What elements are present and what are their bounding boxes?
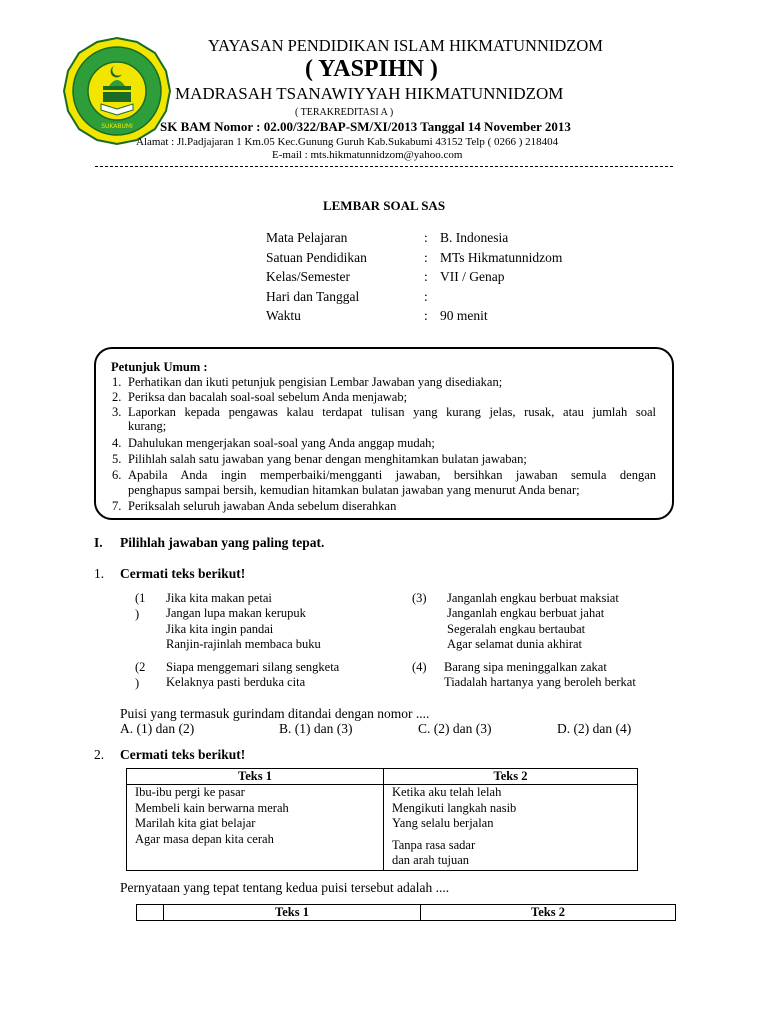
instruction-number: 3. [112, 405, 122, 419]
instructions-title: Petunjuk Umum : [111, 360, 208, 374]
sk-number: SK BAM Nomor : 02.00/322/BAP-SM/XI/2013 Tanggal 14 November 2013 [160, 119, 571, 134]
school-address: Alamat : Jl.Padjajaran 1 Km.05 Kec.Gunung Guruh Kab.Sukabumi 43152 Telp ( 0266 ) 218404 [136, 136, 559, 148]
option-c[interactable]: C. (2) dan (3) [418, 721, 492, 736]
instruction-number: 5. [112, 452, 122, 466]
poem-line: Siapa menggemari silang sengketa [166, 660, 340, 674]
instruction-number: 2. [112, 390, 122, 404]
question-number: 1. [94, 566, 105, 581]
table-header [137, 905, 164, 921]
instruction-text: Dahulukan mengerjakan soal-soal yang Anda anggap mudah; [128, 436, 435, 450]
poem-line: Jika kita makan petai [166, 591, 272, 605]
page-title: LEMBAR SOAL SAS [322, 198, 446, 213]
logo-city-text: SUKABUMI [101, 123, 133, 130]
poem-line: Ranjin-rajinlah membaca buku [166, 637, 321, 651]
poem-line: Barang sipa meninggalkan zakat [444, 660, 607, 674]
instruction-number: 6. [112, 468, 122, 482]
info-value: MTs Hikmatunnidzom [440, 250, 563, 265]
info-label: Kelas/Semester [266, 269, 350, 284]
poem-line: Jangan lupa makan kerupuk [166, 606, 306, 620]
question-instruction: Cermati teks berikut! [120, 566, 246, 581]
poem-label-paren: ) [135, 676, 140, 690]
question-text: Puisi yang termasuk gurindam ditandai dengan nomor .... [120, 706, 430, 721]
info-value: VII / Genap [440, 269, 505, 284]
section-number: I. [94, 535, 103, 550]
poem-line: Tiadalah hartanya yang beroleh berkat [444, 675, 636, 689]
poem-line: Marilah kita giat belajar [135, 816, 256, 830]
info-colon: : [424, 289, 428, 304]
table-header: Teks 2 [421, 905, 676, 921]
poem-line: dan arah tujuan [392, 853, 470, 867]
header-divider [95, 166, 673, 167]
poem-label: (1 [135, 591, 146, 605]
instruction-text: Periksalah seluruh jawaban Anda sebelum diserahkan [128, 499, 397, 513]
poem-line: Mengikuti langkah nasib [392, 800, 517, 815]
poem-line: Agar selamat dunia akhirat [447, 637, 583, 651]
question-instruction: Cermati teks berikut! [120, 747, 246, 762]
foundation-acronym: ( YASPIHN ) [305, 56, 438, 82]
question-text: Pernyataan yang tepat tentang kedua puisi tersebut adalah .... [120, 880, 450, 895]
info-label: Hari dan Tanggal [266, 289, 360, 304]
instruction-text: Periksa dan bacalah soal-soal sebelum Anda menjawab; [128, 390, 408, 404]
poem-label-paren: ) [135, 607, 140, 621]
poem-label: (2 [135, 660, 146, 674]
instruction-text: Pilihlah salah satu jawaban yang benar dengan menghitamkan bulatan jawaban; [128, 452, 527, 466]
instruction-text: Laporkan kepada pengawas kalau terdapat tulisan yang kurang jelas, rusak, atau jumlah soal [128, 405, 656, 419]
poem-line: Segeralah engkau bertaubat [447, 622, 586, 636]
poem-line: Kelaknya pasti berduka cita [166, 675, 306, 689]
info-label: Mata Pelajaran [266, 230, 348, 245]
info-label: Waktu [266, 308, 301, 323]
option-a[interactable]: A. (1) dan (2) [120, 721, 195, 736]
instruction-text: Apabila Anda ingin memperbaiki/mengganti jawaban, bersihkan jawaban semula dengan [128, 468, 656, 482]
poem-line: Ibu-ibu pergi ke pasar [135, 785, 245, 799]
question-number: 2. [94, 747, 105, 762]
option-d[interactable]: D. (2) dan (4) [557, 721, 632, 736]
teks2-cell [384, 785, 638, 871]
section-title: Pilihlah jawaban yang paling tepat. [120, 535, 325, 550]
poem-line: Agar masa depan kita cerah [135, 831, 274, 846]
school-name: MADRASAH TSANAWIYYAH HIKMATUNNIDZOM [175, 84, 564, 103]
accreditation: ( TERAKREDITASI A ) [295, 107, 394, 118]
poem-line: Jika kita ingin pandai [166, 622, 274, 636]
info-value: 90 menit [440, 308, 488, 323]
logo-kaaba [103, 86, 131, 102]
instruction-text-continued: penghapus sampai bersih, kemudian hitamkan bulatan jawaban yang menurut Anda benar; [128, 483, 580, 497]
instruction-number: 7. [112, 499, 122, 513]
info-colon: : [424, 230, 428, 245]
option-b[interactable]: B. (1) dan (3) [279, 721, 353, 736]
info-colon: : [424, 250, 428, 265]
info-label: Satuan Pendidikan [266, 250, 367, 265]
info-colon: : [424, 269, 428, 284]
instruction-number: 4. [112, 436, 122, 450]
instruction-text-continued: kurang; [128, 419, 167, 433]
poem-line: Janganlah engkau berbuat jahat [447, 606, 605, 620]
table-header: Teks 2 [384, 769, 638, 785]
teks1-cell [127, 785, 384, 871]
table-header: Teks 1 [127, 769, 384, 785]
poem-line: Ketika aku telah lelah [392, 785, 502, 799]
poem-label: (4) [412, 660, 427, 674]
info-colon: : [424, 308, 428, 323]
answer-table [136, 904, 676, 921]
poem-line: Tanpa rasa sadar [392, 837, 476, 852]
info-value: B. Indonesia [440, 230, 509, 245]
instruction-text: Perhatikan dan ikuti petunjuk pengisian Lembar Jawaban yang disediakan; [128, 375, 503, 389]
poem-comparison-table [126, 768, 638, 871]
poem-line: Janganlah engkau berbuat maksiat [447, 591, 619, 605]
table-header: Teks 1 [164, 905, 421, 921]
school-email: E-mail : mts.hikmatunnidzom@yahoo.com [272, 149, 463, 161]
instruction-number: 1. [112, 375, 122, 389]
foundation-name: YAYASAN PENDIDIKAN ISLAM HIKMATUNNIDZOM [208, 36, 603, 55]
poem-line: Yang selalu berjalan [392, 816, 494, 830]
school-logo [62, 36, 172, 146]
poem-label: (3) [412, 591, 427, 605]
poem-line: Membeli kain berwarna merah [135, 800, 289, 815]
